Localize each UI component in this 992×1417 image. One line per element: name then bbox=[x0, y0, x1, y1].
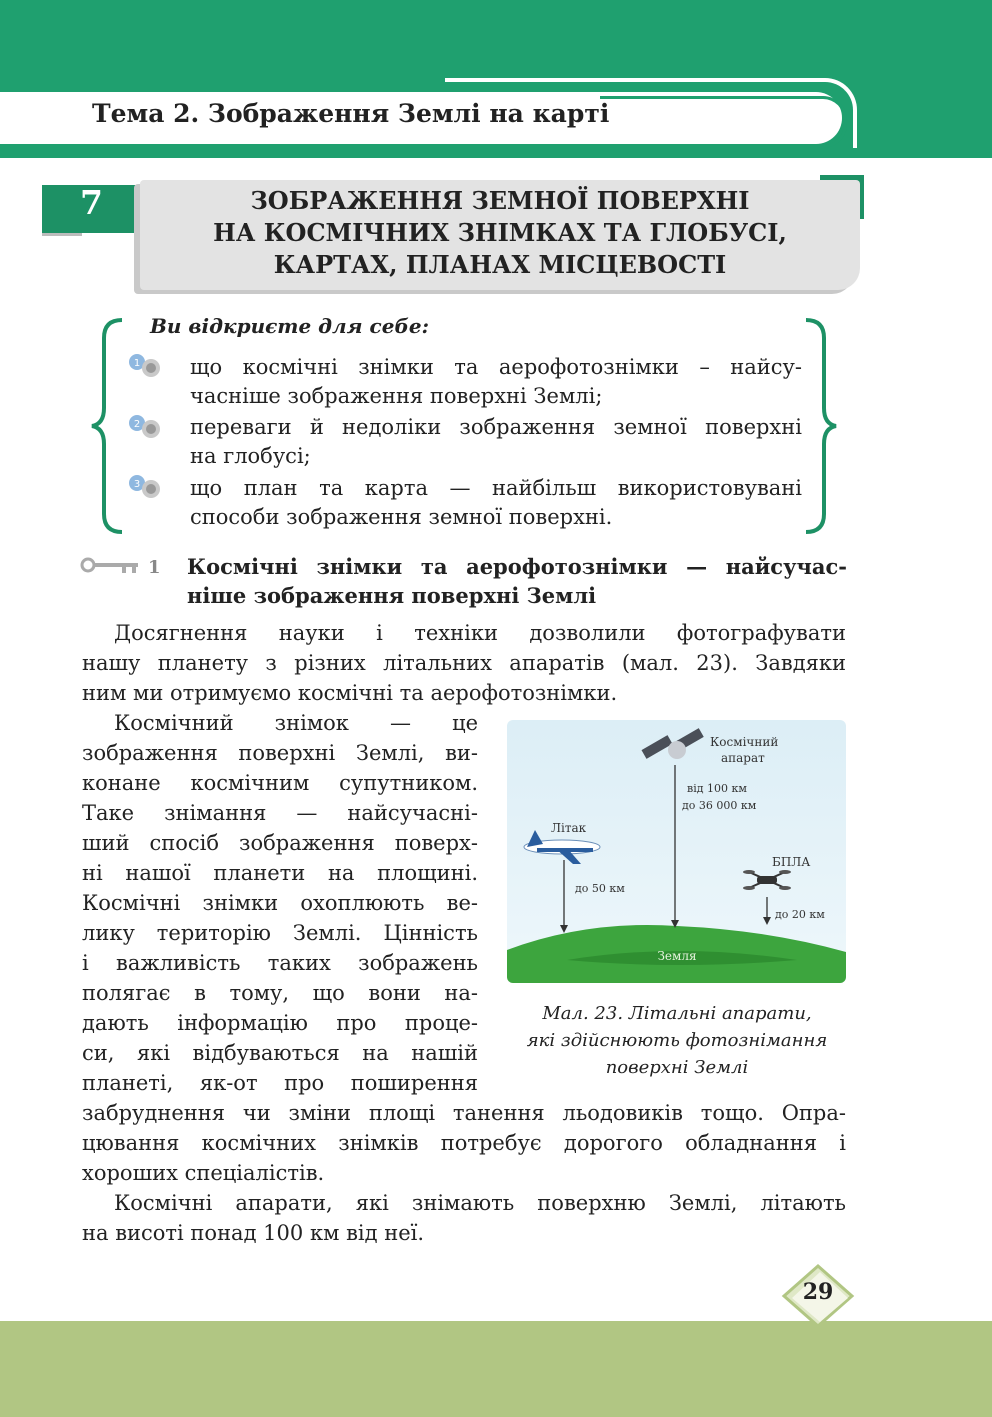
section-title-line: Космічні знімки та аерофотознімки — найсучас- bbox=[187, 554, 847, 579]
paragraph-line: зображення поверхні Землі, ви- bbox=[82, 741, 478, 765]
earth-label: Земля bbox=[657, 949, 697, 963]
bullet-number: 1 bbox=[133, 358, 141, 369]
drone-range: до 20 км bbox=[775, 908, 825, 921]
plane-label: Літак bbox=[551, 821, 587, 835]
discover-item bbox=[190, 413, 802, 471]
section-title-line: ніше зображення поверхні Землі bbox=[187, 583, 597, 608]
drone-label: БПЛА bbox=[772, 855, 811, 869]
lesson-title bbox=[140, 185, 860, 281]
satellite-label: Космічний bbox=[710, 735, 779, 749]
left-brace-icon bbox=[88, 316, 128, 536]
paragraph-line: і важливість таких зображень bbox=[82, 951, 478, 975]
plane-range: до 50 км bbox=[575, 882, 625, 895]
bullet-number-icon bbox=[127, 471, 167, 501]
discover-item-line: часніше зображення поверхні Землі; bbox=[190, 384, 603, 408]
lesson-number: 7 bbox=[80, 183, 103, 222]
paragraph-line: забруднення чи зміни площі танення льодовиків тощо. Опра- bbox=[82, 1101, 846, 1125]
bullet-number-icon bbox=[127, 411, 167, 441]
paragraph-line: Космічні апарати, які знімають поверхню Землі, літають bbox=[114, 1191, 846, 1215]
satellite-label: апарат bbox=[721, 751, 765, 765]
discover-item-line: що космічні знімки та аерофотознімки – найсу- bbox=[190, 355, 802, 379]
decorative-line bbox=[600, 96, 847, 148]
page-number: 29 bbox=[802, 1279, 834, 1305]
caption-line: поверхні Землі bbox=[605, 1057, 749, 1078]
paragraph-line: хороших спеціалістів. bbox=[82, 1161, 325, 1185]
lesson-title-line: КАРТАХ, ПЛАНАХ МІСЦЕВОСТІ bbox=[273, 250, 727, 279]
paragraph-line: конане космічним супутником. bbox=[82, 771, 478, 795]
discover-item bbox=[190, 474, 802, 532]
paragraph-line: Таке знімання — найсучасні- bbox=[82, 801, 478, 825]
caption-line: які здійснюють фотознімання bbox=[526, 1030, 828, 1051]
paragraph-line: лику територію Землі. Цінність bbox=[82, 921, 478, 945]
key-icon bbox=[80, 555, 142, 575]
figure-caption bbox=[497, 1000, 857, 1081]
paragraph-line: си, які відбуваються на нашій bbox=[82, 1041, 478, 1065]
paragraph-line: Космічні знімки охоплюють ве- bbox=[82, 891, 478, 915]
discover-item-line: на глобусі; bbox=[190, 444, 311, 468]
section-title bbox=[187, 552, 847, 610]
discover-item-line: способи зображення земної поверхні. bbox=[190, 505, 613, 529]
bullet-number: 3 bbox=[133, 479, 141, 490]
paragraph-line: полягає в тому, що вони на- bbox=[82, 981, 478, 1005]
paragraph-line: Космічний знімок — це bbox=[114, 711, 478, 735]
paragraph-line: на висоті понад 100 км від неї. bbox=[82, 1221, 425, 1245]
lesson-title-line: ЗОБРАЖЕННЯ ЗЕМНОЇ ПОВЕРХНІ bbox=[250, 186, 750, 215]
paragraph-line: ні нашої планети на площині. bbox=[82, 861, 478, 885]
paragraph-line: ним ми отримуємо космічні та аерофотознімки. bbox=[82, 681, 618, 705]
paragraph-line: нашу планету з різних літальних апаратів (мал. 23). Завдяки bbox=[82, 651, 846, 675]
discover-item bbox=[190, 353, 802, 411]
paragraph-line: ший спосіб зображення поверх- bbox=[82, 831, 478, 855]
caption-line: Мал. 23. Літальні апарати, bbox=[542, 1003, 812, 1024]
paragraph-line: Досягнення науки і техніки дозволили фотографувати bbox=[114, 621, 846, 645]
paragraph-line: цювання космічних знімків потребує дорогого обладнання і bbox=[82, 1131, 846, 1155]
topic-title: Тема 2. Зображення Землі на карті bbox=[92, 99, 610, 128]
right-brace-icon bbox=[800, 316, 840, 536]
section-number: 1 bbox=[148, 557, 161, 578]
paragraph-line: дають інформацію про проце- bbox=[82, 1011, 478, 1035]
satellite-range: від 100 км bbox=[687, 782, 747, 795]
discover-item-line: переваги й недоліки зображення земної поверхні bbox=[190, 415, 802, 439]
paragraph-line: планеті, як-от про поширення bbox=[82, 1071, 478, 1095]
figure-aircraft-diagram bbox=[507, 720, 846, 983]
discover-item-line: що план та карта — найбільш використовувані bbox=[190, 476, 802, 500]
discover-heading: Ви відкриєте для себе: bbox=[150, 314, 430, 338]
lesson-title-line: НА КОСМІЧНИХ ЗНІМКАХ ТА ГЛОБУСІ, bbox=[213, 218, 787, 247]
bullet-number-icon bbox=[127, 350, 167, 380]
satellite-range: до 36 000 км bbox=[682, 799, 757, 812]
bullet-number: 2 bbox=[133, 419, 141, 430]
footer-band bbox=[0, 1321, 992, 1417]
